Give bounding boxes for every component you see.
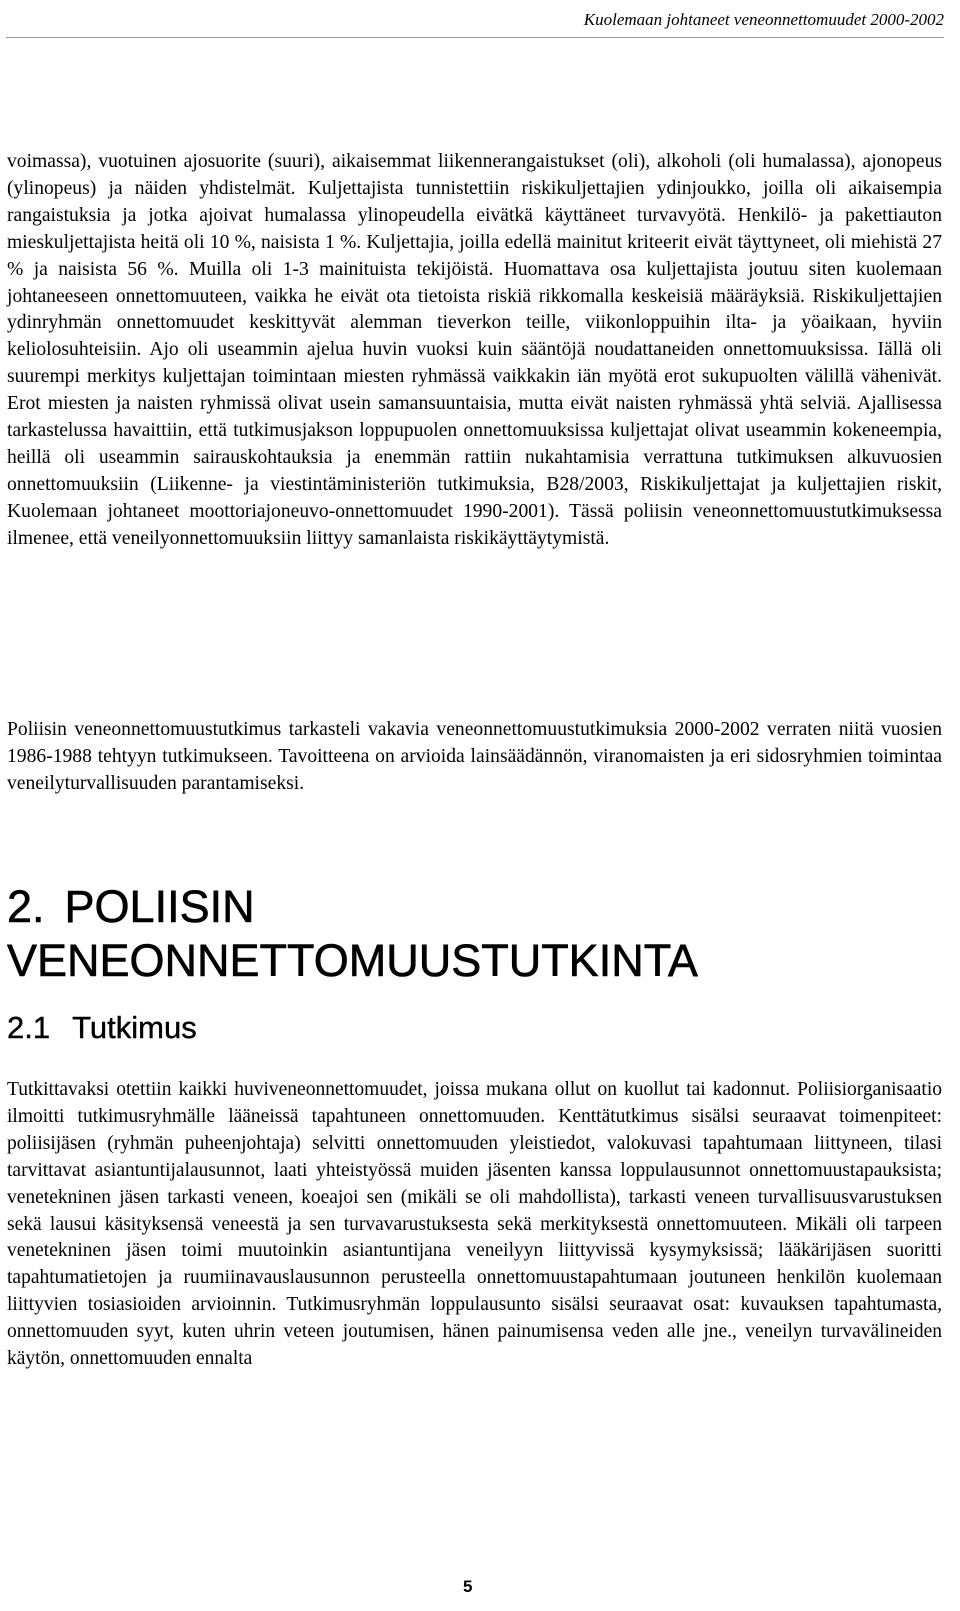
section-title: Tutkimus	[72, 1010, 197, 1045]
section-heading	[7, 1009, 197, 1047]
section-number: 2.1	[7, 1010, 51, 1045]
header-divider	[6, 37, 944, 38]
chapter-title-line-1: POLIISIN	[64, 881, 255, 932]
body-paragraph-2: Poliisin veneonnettomuustutkimus tarkasteli vakavia veneonnettomuustutkimuksia 2000-2002 verraten niitä vuosien 1986-1988 tehtyyn tutkimukseen. Tavoitteena on arvioida lainsäädännön, viranomaisten ja eri sidosryhmien toimintaa veneilyturvallisuuden parantamiseksi.	[7, 719, 942, 794]
body-paragraph-1: voimassa), vuotuinen ajosuorite (suuri), aikaisemmat liikennerangaistukset (oli), alkoholi (oli humalassa), ajonopeus (ylinopeus) ja näiden yhdistelmät. Kuljettajista tunnistettiin riskikuljettajien ydinjoukko, joilla oli aikaisempia rangaistuksia ja jotka ajoivat humalassa ylinopeudella eivätkä käyttäneet turvavyötä. Henkilö- ja pakettiauton mieskuljettajista heitä oli 10 %, naisista 1 %. Kuljettajia, joilla edellä mainitut kriteerit eivät täyttyneet, oli miehistä 27 % ja naisista 56 %. Muilla oli 1-3 mainituista tekijöistä. Huomattava osa kuljettajista joutuu siten kuolemaan johtaneeseen onnettomuuteen, vaikka he eivät ota tietoista riskiä rikkomalla keskeisiä määräyksiä. Riskikuljettajien ydinryhmän onnettomuudet keskittyvät alemman tieverkon teille, viikonloppuihin ilta- ja yöaikaan, hyviin keliolosuhteisiin. Ajo oli useammin ajelua huvin vuoksi kuin sääntöjä noudattaneiden onnettomuuksissa. Iällä oli suurempi merkitys kuljettajan toimintaan miesten ryhmässä vaikkakin iän myötä erot sukupuolten välillä vähenivät. Erot miesten ja naisten ryhmissä olivat usein samansuuntaisia, mutta eivät naisten ryhmässä yhtä selviä. Ajallisessa tarkastelussa havaittiin, että tutkimusjakson loppupuolen onnettomuuksissa kuljettajat olivat useammin kokeneempia, heillä oli useammin sairauskohtauksia ja enemmän rattiin nukahtamisia verrattuna tutkimuksen alkuvuosien onnettomuuksiin (Liikenne- ja viestintäministeriön tutkimuksia, B28/2003, Riskikuljettajat ja kuljettajien riskit, Kuolemaan johtaneet moottoriajoneuvo-onnettomuudet 1990-2001). Tässä poliisin veneonnettomuustutkimuksessa ilmenee, että veneilyonnettomuuksiin liittyy samanlaista riskikäyttäytymistä.	[7, 151, 942, 549]
chapter-title-line-2: VENEONNETTOMUUSTUTKINTA	[7, 935, 698, 986]
chapter-number: 2.	[7, 881, 45, 932]
chapter-heading	[7, 880, 698, 988]
body-paragraph-3: Tutkittavaksi otettiin kaikki huviveneonnettomuudet, joissa mukana ollut on kuollut tai kadonnut. Poliisiorganisaatio ilmoitti tutkimusryhmälle lääneissä tapahtuneen onnettomuuden. Kenttätutkimus sisälsi seuraavat toimenpiteet: poliisijäsen (ryhmän puheenjohtaja) selvitti onnettomuuden yleistiedot, valokuvasi tapahtumaan liittyneen, tilasi tarvittavat asiantuntijalausunnot, laati yhteistyössä muiden jäsenten kanssa loppulausunnot onnettomuustapauksista; venetekninen jäsen tarkasti veneen, koeajoi sen (mikäli se oli mahdollista), tarkasti veneen turvallisuusvarustuksen sekä lausui käsityksensä veneestä ja sen turvavarustuksesta sekä merkityksestä onnettomuuteen. Mikäli oli tarpeen venetekninen jäsen toimi muutoinkin asiantuntijana veneilyyn liittyvissä kysymyksissä; lääkärijäsen suoritti tapahtumatietojen ja ruumiinavauslausunnon perusteella onnettomuustapahtumaan joutuneen henkilön kuolemaan liittyvien tosiasioiden arvioinnin. Tutkimusryhmän loppulausunto sisälsi seuraavat osat: kuvauksen tapahtumasta, onnettomuuden syyt, kuten uhrin veteen joutumisen, hänen painumisensa veden alle jne., veneilyn turvavälineiden käytön, onnettomuuden ennalta	[7, 1079, 942, 1370]
page-number: 5	[463, 1577, 473, 1596]
running-header: Kuolemaan johtaneet veneonnettomuudet 2000-2002	[583, 10, 944, 29]
chapter-heading-line-1	[7, 880, 698, 934]
